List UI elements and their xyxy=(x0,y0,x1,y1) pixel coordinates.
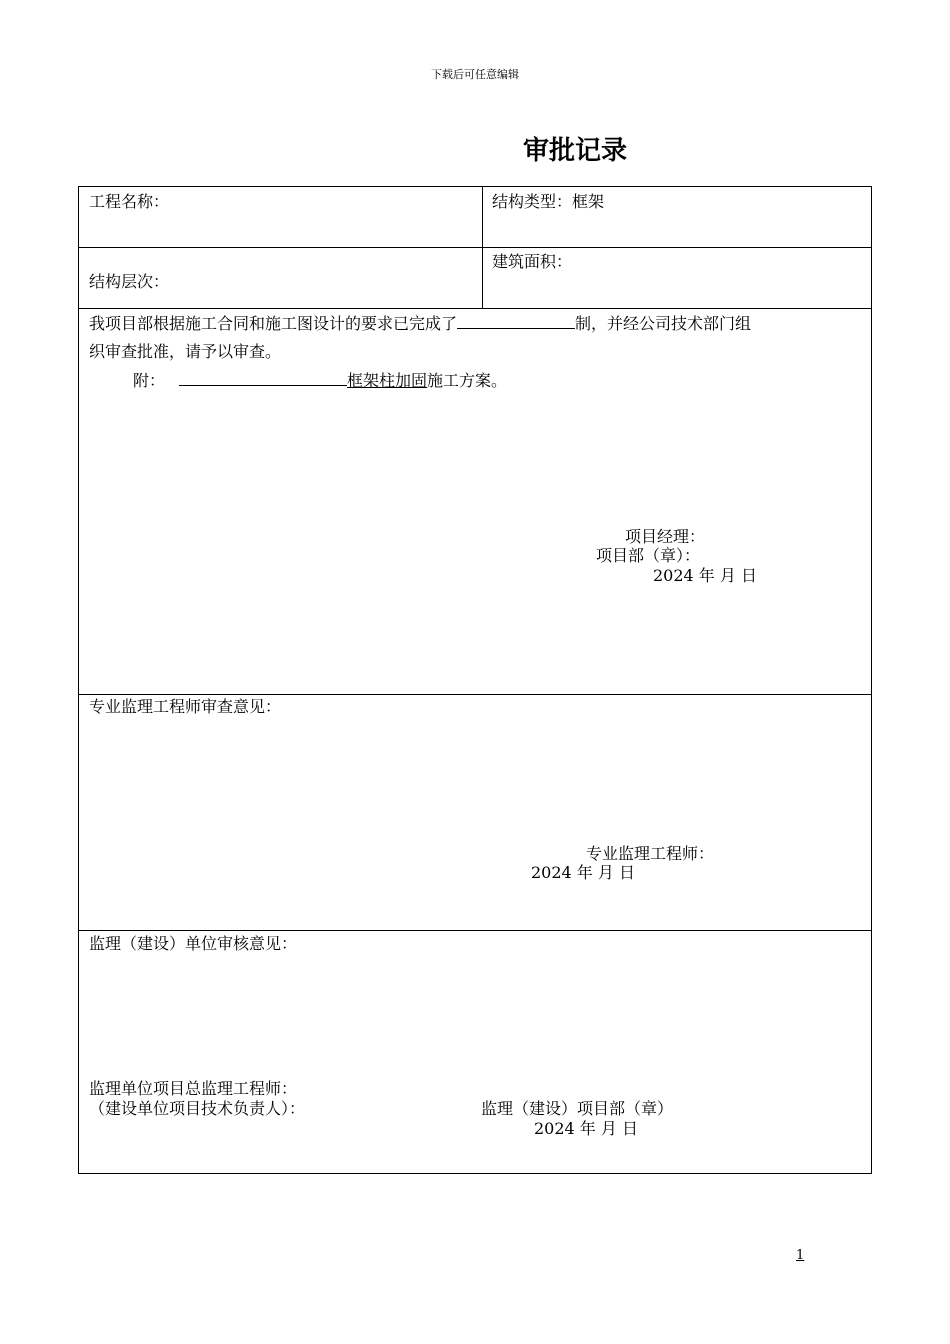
blank-line xyxy=(457,314,575,329)
attachment-suffix: 施工方案。 xyxy=(427,371,508,390)
engineer-review-date: 2024 年 月 日 xyxy=(531,863,635,882)
blank-line xyxy=(179,371,347,386)
building-area-label: 建筑面积： xyxy=(492,252,573,271)
declaration-date: 2024 年 月 日 xyxy=(653,566,757,585)
structure-type-label: 结构类型：框架 xyxy=(492,192,605,211)
chief-engineer-label: 监理单位项目总监理工程师： xyxy=(89,1079,298,1098)
declaration-suffix: 制，并经公司技术部门组 xyxy=(575,314,752,333)
project-dept-stamp-label: 项目部（章）： xyxy=(596,546,701,565)
supervision-stamp-label: 监理（建设）项目部（章） xyxy=(481,1099,674,1118)
approval-form-table xyxy=(78,186,872,1174)
owner-tech-lead-label: （建设单位项目技术负责人）： xyxy=(89,1099,306,1118)
declaration-prefix: 我项目部根据施工合同和施工图设计的要求已完成了 xyxy=(89,314,458,333)
row-divider xyxy=(79,247,871,248)
engineer-review-heading: 专业监理工程师审查意见： xyxy=(89,697,282,716)
declaration-line-1 xyxy=(89,311,751,334)
page-number: 1 xyxy=(796,1248,805,1263)
structure-floors-label: 结构层次： xyxy=(89,272,170,291)
project-manager-label: 项目经理： xyxy=(625,527,706,546)
project-name-label: 工程名称： xyxy=(89,192,170,211)
declaration-line-2: 织审查批准，请予以审查。 xyxy=(89,342,282,361)
unit-review-date: 2024 年 月 日 xyxy=(534,1119,638,1138)
unit-review-heading: 监理（建设）单位审核意见： xyxy=(89,934,298,953)
column-divider xyxy=(482,187,483,308)
attachment-line xyxy=(133,368,507,391)
row-divider xyxy=(79,308,871,309)
header-note: 下载后可任意编辑 xyxy=(431,68,519,81)
engineer-signer-label: 专业监理工程师： xyxy=(586,844,715,863)
attachment-label: 附： xyxy=(133,371,166,390)
attachment-title: 框架柱加固 xyxy=(347,371,428,390)
page-title: 审批记录 xyxy=(522,136,627,166)
